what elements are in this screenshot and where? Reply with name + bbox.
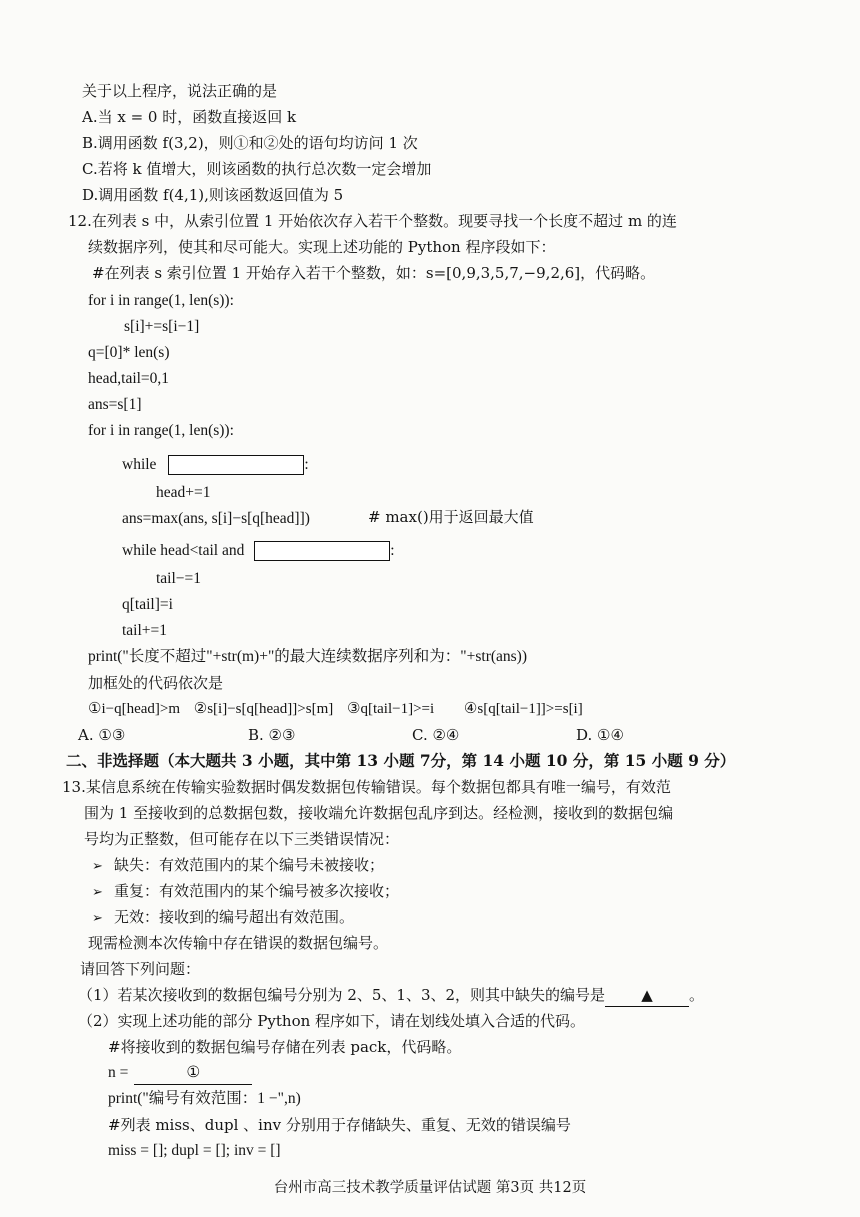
q12-stem-line2: 续数据序列，使其和尽可能大。实现上述功能的 Python 程序段如下： [88,238,556,256]
arrow-bullet-icon: ➢ [92,885,103,900]
while-keyword: while [122,456,157,473]
answer-blank[interactable] [605,984,689,1007]
colon: : [390,542,395,559]
q12-code-line [122,454,309,476]
q13-para-line2: 围为 1 至接收到的总数据包数，接收端允许数据包乱序到达。经检测，接收到的数据包编 [84,804,674,822]
q11-option-a: A.当 x = 0 时，函数直接返回 k [82,108,297,126]
q12-code-line: ans=s[1] [88,396,142,413]
code-assign: n = [108,1064,129,1081]
q12-prompt: 加框处的代码依次是 [88,674,224,692]
q13-bullet [92,854,384,878]
q13-code-line: miss = []; dupl = []; inv = [] [108,1142,281,1159]
q12-answer-b: B. ②③ [248,726,296,744]
q11-option-b: B.调用函数 f(3,2)，则①和②处的语句均访问 1 次 [82,134,418,152]
arrow-bullet-icon: ➢ [92,859,103,874]
q12-code-print: print("长度不超过"+str(m)+"的最大连续数据序列和为："+str(ans)) [88,648,527,665]
q12-code-line: tail+=1 [122,622,168,639]
q13-code-comment: #将接收到的数据包编号存储在列表 pack，代码略。 [108,1038,462,1056]
q13-sub2: （2）实现上述功能的部分 Python 程序如下，请在划线处填入合适的代码。 [78,1012,586,1030]
q12-answer-a: A. ①③ [78,726,126,744]
q12-code-comment-max: # max()用于返回最大值 [368,508,534,526]
q12-code-line: tail−=1 [156,570,202,587]
q12-code-line: head+=1 [156,484,211,501]
q11-option-d: D.调用函数 f(4,1),则该函数返回值为 5 [82,186,344,204]
q13-code-line: print("编号有效范围：1 −",n) [108,1090,301,1107]
blank-number: ① [186,1064,201,1081]
q12-item-2: ②s[i]−s[q[head]]>s[m] [193,701,334,717]
triangle-marker-icon: ▲ [641,986,653,1004]
q11-option-c: C.若将 k 值增大，则该函数的执行总次数一定会增加 [82,160,432,178]
answer-box-1[interactable] [168,455,304,475]
q13-instruction: 请回答下列问题： [80,960,201,978]
q12-code-line: ans=max(ans, s[i]−s[q[head]]) [122,510,310,527]
q12-code-line: q=[0]* len(s) [88,344,170,361]
q13-code-line [108,1062,252,1085]
answer-box-2[interactable] [254,541,390,561]
q12-code-line: q[tail]=i [122,596,173,613]
colon: : [304,456,309,473]
q12-answer-c: C. ②④ [412,726,460,744]
q12-code-line [122,540,395,562]
q12-item-3: ③q[tail−1]>=i [347,701,435,717]
q12-item-4: ④s[q[tail−1]]>=s[i] [463,701,583,717]
page-footer: 台州市高三技术教学质量评估试题 第3页 共12页 [273,1180,587,1196]
bullet-text: 缺失：有效范围内的某个编号未被接收； [114,856,385,874]
q12-code-line: s[i]+=s[i−1] [124,318,200,335]
while-condition: while head<tail and [122,542,245,559]
q13-bullet [92,906,354,930]
section-heading: 二、非选择题（本大题共 3 小题，其中第 13 小题 7分，第 14 小题 10 分，第 15 小题 9 分） [66,751,736,770]
q12-code-line: for i in range(1, len(s)): [88,292,234,309]
q13-sub1 [78,984,704,1007]
q12-code-line: head,tail=0,1 [88,370,170,387]
q13-task: 现需检测本次传输中存在错误的数据包编号。 [88,934,389,952]
q13-para-line1: 13.某信息系统在传输实验数据时偶发数据包传输错误。每个数据包都具有唯一编号，有效范 [62,778,671,796]
q11-stem: 关于以上程序，说法正确的是 [82,82,278,100]
q12-stem-line1: 12.在列表 s 中，从索引位置 1 开始依次存入若干个整数。现要寻找一个长度不超过 m 的连 [68,212,677,230]
answer-blank-1[interactable] [134,1062,252,1085]
q13-bullet [92,880,399,904]
sub1-text: （1）若某次接收到的数据包编号分别为 2、5、1、3、2，则其中缺失的编号是 [78,986,606,1004]
q13-code-comment: #列表 miss、dupl 、inv 分别用于存储缺失、重复、无效的错误编号 [108,1116,571,1134]
bullet-text: 重复：有效范围内的某个编号被多次接收； [114,882,400,900]
q13-para-line3: 号均为正整数，但可能存在以下三类错误情况： [84,830,400,848]
q12-item-1: ①i−q[head]>m [88,701,181,717]
q12-answer-d: D. ①④ [576,726,624,744]
arrow-bullet-icon: ➢ [92,911,103,926]
q12-code-comment: #在列表 s 索引位置 1 开始存入若干个整数，如：s=[0,9,3,5,7,−9,2,6]，代码略。 [92,264,656,282]
sub1-end: 。 [689,986,705,1004]
q12-items [88,698,583,720]
q12-code-line: for i in range(1, len(s)): [88,422,234,439]
bullet-text: 无效：接收到的编号超出有效范围。 [114,908,355,926]
